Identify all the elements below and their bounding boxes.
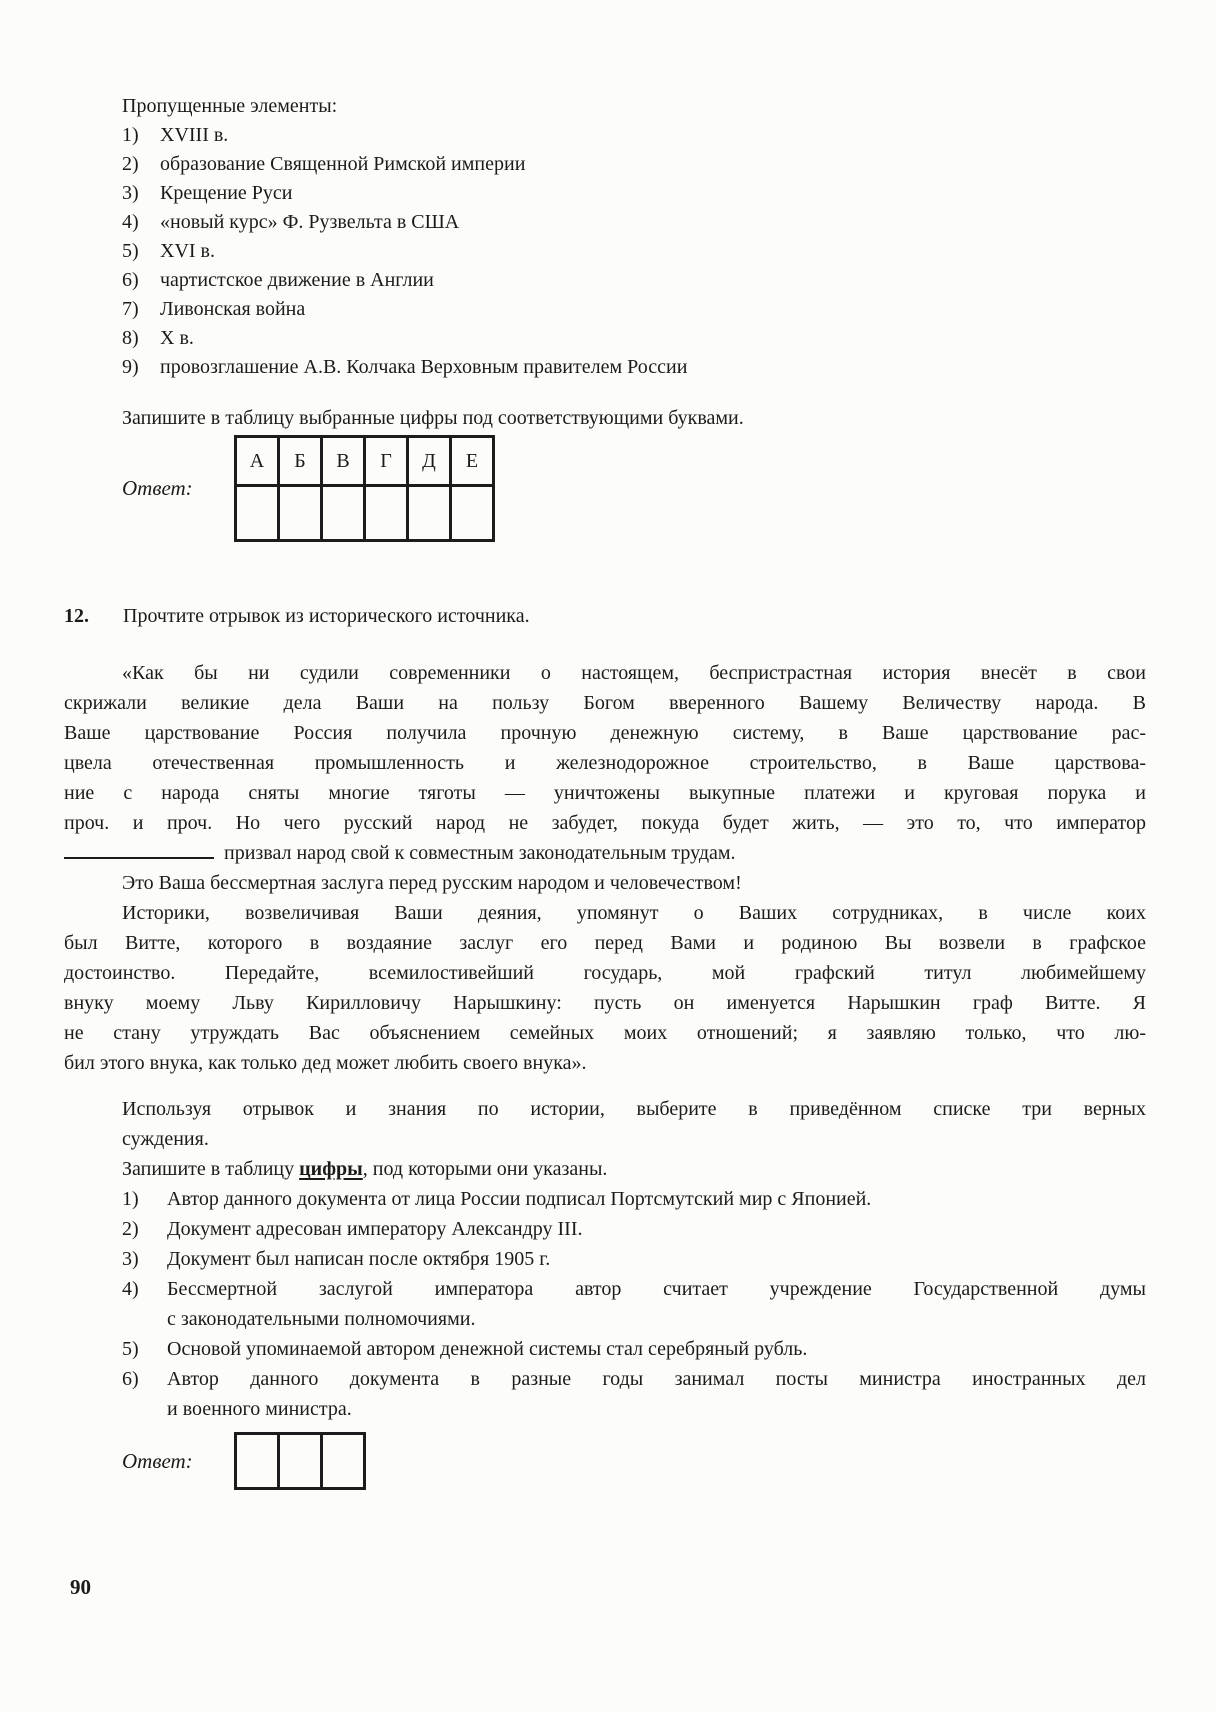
list-item-text	[160, 353, 1146, 382]
list-item-number: 3)	[122, 1248, 139, 1270]
list-item	[64, 1244, 1146, 1274]
answer-box-cell	[322, 1434, 365, 1489]
list-item	[64, 1334, 1146, 1364]
list-item-text	[160, 121, 1146, 150]
task11-answer-row	[64, 435, 1146, 542]
text-line: Крещение Руси	[160, 182, 293, 204]
text-line: Используя отрывок и знания по истории, выберите в приведённом списке три верных	[122, 1098, 1146, 1120]
list-item-number: 8)	[122, 327, 139, 349]
answer-table-header-cell: Б	[279, 437, 322, 486]
answer-label: Ответ:	[122, 476, 193, 500]
text-line: Автор данного документа от лица России подписал Портсмутский мир с Японией.	[167, 1188, 872, 1210]
list-item-number: 6)	[122, 269, 139, 291]
instruction2-after: , под которыми они указаны.	[362, 1158, 608, 1180]
text-line: Основой упоминаемой автором денежной системы стал серебряный рубль.	[167, 1338, 808, 1360]
text-line: скрижали великие дела Ваши на пользу Богом вверенного Вашему Величеству народа. В	[64, 692, 1146, 714]
list-item-text	[160, 208, 1146, 237]
answer-table-header-cell: Е	[451, 437, 494, 486]
task12-heading	[64, 601, 1146, 631]
instruction2-before: Запишите в таблицу	[122, 1158, 300, 1180]
list-item-number: 2)	[122, 1218, 139, 1240]
text-line: Это Ваша бессмертная заслуга перед русским народом и человечеством!	[122, 872, 742, 894]
answer-table-input-cell	[451, 486, 494, 541]
text-line: Бессмертной заслугой императора автор считает учреждение Государственной думы	[167, 1278, 1146, 1300]
answer-table-input-cell	[322, 486, 365, 541]
answer-box	[234, 1432, 366, 1490]
missing-elements-list	[64, 121, 1146, 382]
answer-table-input-cell	[279, 486, 322, 541]
answer-box-row	[236, 1434, 365, 1489]
list-item-text	[167, 1244, 1146, 1274]
list-item-text	[160, 150, 1146, 179]
answer-table-header-row	[236, 437, 494, 486]
text-line: Автор данного документа в разные годы занимал посты министра иностранных дел	[167, 1368, 1146, 1390]
list-item-text	[167, 1274, 1146, 1334]
text-line: внуку моему Льву Кирилловичу Нарышкину: пусть он именуется Нарышкин граф Витте. Я	[64, 992, 1146, 1014]
list-item-number: 1)	[122, 1188, 139, 1210]
answer-box-cell	[279, 1434, 322, 1489]
list-item	[64, 1364, 1146, 1424]
answer-table-header-cell: Д	[408, 437, 451, 486]
text-line: Историки, возвеличивая Ваши деяния, упомянут о Ваших сотрудниках, в числе коих	[122, 902, 1146, 924]
text-line: Документ был написан после октября 1905 г.	[167, 1248, 551, 1270]
answer-label: Ответ:	[122, 1448, 193, 1473]
text-line: «новый курс» Ф. Рузвельта в США	[160, 211, 460, 233]
list-item-number: 2)	[122, 153, 139, 175]
list-item-number: 1)	[122, 124, 139, 146]
task12-answer-row	[64, 1432, 1146, 1490]
blank-underline	[64, 852, 214, 859]
answer-table-header-cell: Г	[365, 437, 408, 486]
text-line: XVI в.	[160, 240, 215, 262]
text-line-with-blank: призвал народ свой к совместным законодательным трудам.	[64, 838, 1146, 868]
list-item-number: 7)	[122, 298, 139, 320]
text-line: чартистское движение в Англии	[160, 269, 434, 291]
answer-table-input-row	[236, 486, 494, 541]
text-line: провозглашение А.В. Колчака Верховным правителем России	[160, 356, 688, 378]
list-item-text	[167, 1214, 1146, 1244]
answer-table	[234, 435, 495, 542]
text-line: бил этого внука, как только дед может любить своего внука».	[64, 1052, 587, 1074]
list-item-text	[160, 295, 1146, 324]
list-item-text	[160, 266, 1146, 295]
answer-table-header-cell: А	[236, 437, 279, 486]
list-item-number: 4)	[122, 211, 139, 233]
task12-instruction-1	[64, 1094, 1146, 1154]
text-line: Ливонская война	[160, 298, 306, 320]
text-line: Ваше царствование Россия получила прочную денежную систему, в Ваше царствование рас-	[64, 722, 1146, 744]
list-item-text	[160, 179, 1146, 208]
task12-number: 12.	[64, 605, 89, 627]
list-item	[64, 1274, 1146, 1334]
text-line: проч. и проч. Но чего русский народ не забудет, покуда будет жить, — это то, что император	[64, 812, 1146, 834]
answer-table-input-cell	[408, 486, 451, 541]
instruction2-emphasis: цифры	[299, 1158, 363, 1180]
text-line: был Витте, которого в воздаяние заслуг его перед Вами и родиною Вы возвели в графское	[64, 932, 1146, 954]
list-item	[64, 324, 1146, 353]
task11-section	[64, 92, 1146, 542]
list-item	[64, 1184, 1146, 1214]
list-item	[64, 179, 1146, 208]
list-item-number: 5)	[122, 1338, 139, 1360]
list-item	[64, 121, 1146, 150]
list-item	[64, 353, 1146, 382]
text-line: цвела отечественная промышленность и железнодорожное строительство, в Ваше царствова-	[64, 752, 1146, 774]
list-item-text	[167, 1364, 1146, 1424]
source-passage	[64, 658, 1146, 1078]
text-line: XVIII в.	[160, 124, 229, 146]
task12-instruction-2	[64, 1154, 1146, 1184]
list-item-number: 9)	[122, 356, 139, 378]
list-item	[64, 1214, 1146, 1244]
text-line: достоинство. Передайте, всемилостивейший государь, мой графский титул любимейшему	[64, 962, 1146, 984]
list-item-number: 6)	[122, 1368, 139, 1390]
text-line: и военного министра.	[167, 1398, 352, 1420]
text-line: ние с народа сняты многие тяготы — уничтожены выкупные платежи и круговая порука и	[64, 782, 1146, 804]
list-item	[64, 295, 1146, 324]
list-item-text	[160, 324, 1146, 353]
list-item	[64, 266, 1146, 295]
text-line: Документ адресован императору Александру III.	[167, 1218, 583, 1240]
list-item-text	[167, 1334, 1146, 1364]
task12-title: Прочтите отрывок из исторического источника.	[123, 605, 530, 627]
page-number: 90	[70, 1575, 91, 1599]
text-line: X в.	[160, 327, 194, 349]
list-item	[64, 150, 1146, 179]
text-line: образование Священной Римской империи	[160, 153, 526, 175]
list-item-text	[167, 1184, 1146, 1214]
answer-table-header-cell: В	[322, 437, 365, 486]
list-item-number: 3)	[122, 182, 139, 204]
task11-instruction: Запишите в таблицу выбранные цифры под соответствующими буквами.	[122, 407, 744, 429]
list-item	[64, 208, 1146, 237]
text-line: с законодательными полномочиями.	[167, 1308, 476, 1330]
missing-elements-heading: Пропущенные элементы:	[122, 95, 338, 117]
list-item	[64, 237, 1146, 266]
text-line: не стану утруждать Вас объяснением семейных моих отношений; я заявляю только, что лю-	[64, 1022, 1146, 1044]
answer-table-input-cell	[236, 486, 279, 541]
list-item-number: 4)	[122, 1278, 139, 1300]
statements-list	[64, 1184, 1146, 1424]
text-line: суждения.	[122, 1128, 209, 1150]
list-item-number: 5)	[122, 240, 139, 262]
text-line: «Как бы ни судили современники о настоящем, беспристрастная история внесёт в свои	[122, 662, 1146, 684]
task12-section	[64, 601, 1146, 1490]
answer-box-cell	[236, 1434, 279, 1489]
list-item-text	[160, 237, 1146, 266]
answer-table-input-cell	[365, 486, 408, 541]
